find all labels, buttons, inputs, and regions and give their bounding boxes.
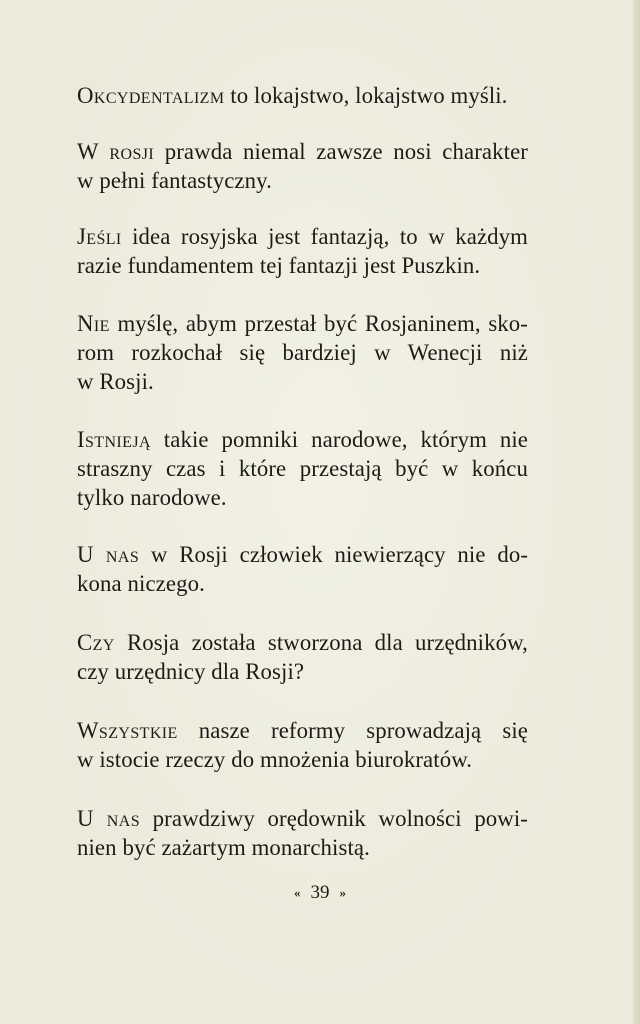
line-text: myślę, abym przestał być Rosjaninem, sko-: [109, 311, 528, 336]
paragraph-lead: Czy: [77, 630, 115, 655]
text-body: [77, 81, 528, 887]
line-text: idea rosyjska jest fantazją, to w każdym: [121, 224, 528, 249]
page-edge: [633, 0, 640, 1024]
paragraph-nie: [77, 309, 528, 396]
paragraph-line: tylko narodowe.: [77, 485, 227, 510]
paragraph-line: rom rozkochał się bardziej w Wenecji niż: [77, 340, 528, 365]
line-text: prawda niemal zawsze nosi charakter: [154, 139, 528, 164]
paragraph-lead: U nas: [77, 806, 141, 831]
paragraph-line: [77, 628, 528, 657]
paragraph-w-rosji: [77, 137, 528, 195]
paragraph-u-nas-1: [77, 540, 528, 598]
paragraph-line: [77, 804, 528, 833]
paragraph-line: czy urzędnicy dla Rosji?: [77, 659, 305, 684]
paragraph-line: [77, 540, 528, 569]
paragraph-lead: Istnieją: [77, 427, 151, 452]
paragraph-wszystkie: [77, 716, 528, 774]
paragraph-okcydentalizm: [77, 81, 528, 110]
line-text: nasze reformy sprowadzają się: [177, 718, 528, 743]
line-text: takie pomniki narodowe, którym nie: [150, 427, 528, 452]
paragraph-line: razie fundamentem tej fantazji jest Puszkin.: [77, 253, 481, 278]
paragraph-lead: Jeśli: [77, 224, 122, 249]
paragraph-czy: [77, 628, 528, 686]
paragraph-lead: W rosji: [77, 139, 155, 164]
line-text: to lokajstwo, lokajstwo myśli.: [224, 83, 508, 108]
folio-left-mark: «: [294, 885, 301, 900]
paragraph-lead: Nie: [77, 311, 110, 336]
folio-number: 39: [310, 882, 330, 903]
page-number: [0, 881, 640, 906]
paragraph-line: straszny czas i które przestają być w końcu: [77, 456, 528, 481]
paragraph-line: [77, 81, 528, 110]
paragraph-line: kona niczego.: [77, 571, 205, 596]
paragraph-line: w pełni fantastyczny.: [77, 168, 272, 193]
paragraph-lead: U nas: [77, 542, 140, 567]
paragraph-line: nien być zażartym monarchistą.: [77, 835, 370, 860]
paragraph-line: w Rosji.: [77, 369, 154, 394]
line-text: prawdziwy orędownik wolności powi-: [140, 806, 528, 831]
line-text: w Rosji człowiek niewierzący nie do-: [139, 542, 529, 567]
paragraph-line: [77, 309, 528, 338]
folio-right-mark: »: [339, 885, 346, 900]
paragraph-line: [77, 137, 528, 166]
paragraph-line: [77, 222, 528, 251]
paragraph-lead: Wszystkie: [77, 718, 178, 743]
paragraph-istnieja: [77, 425, 528, 512]
line-text: Rosja została stworzona dla urzędników,: [114, 630, 528, 655]
paragraph-lead: Okcydentalizm: [77, 83, 225, 108]
paragraph-line: w istocie rzeczy do mnożenia biurokratów.: [77, 747, 473, 772]
paragraph-line: [77, 716, 528, 745]
paragraph-jesli: [77, 222, 528, 280]
paragraph-u-nas-2: [77, 804, 528, 862]
paragraph-line: [77, 425, 528, 454]
